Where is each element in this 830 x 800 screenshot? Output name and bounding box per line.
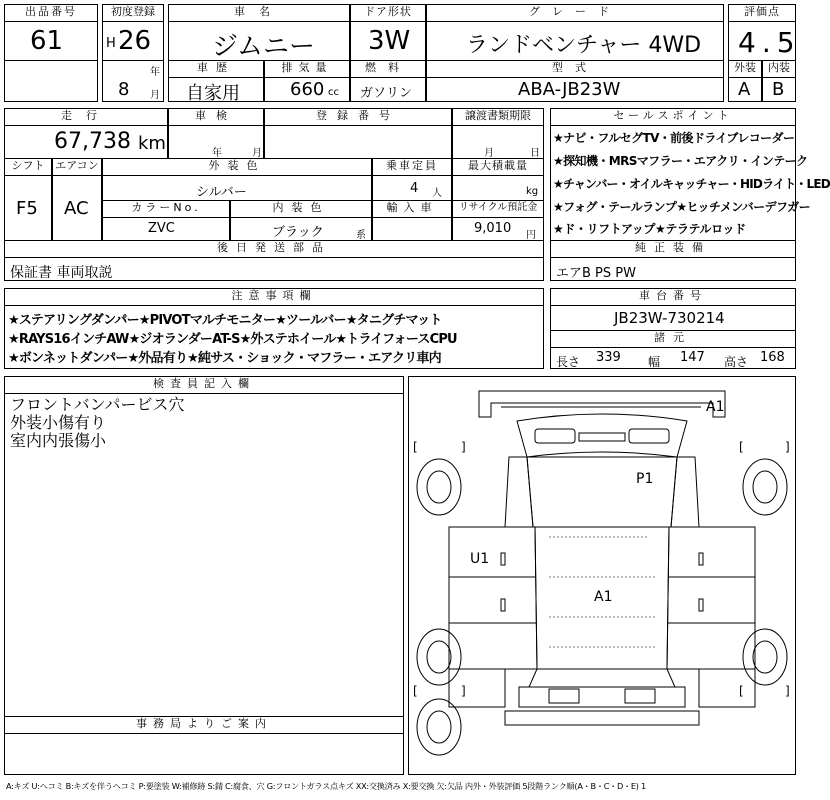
displacement-unit: cc: [328, 87, 339, 98]
svg-text:[: [: [413, 440, 418, 454]
inspection-label: 車検: [168, 108, 264, 126]
front-bumper: [479, 391, 725, 417]
import-label: 輸入車: [372, 200, 452, 218]
ac-label: エアコン: [52, 158, 102, 176]
wheel-front-left: [417, 459, 461, 515]
history-label: 車歴: [168, 60, 264, 78]
chassis-value: JB23W-730214: [614, 309, 725, 327]
recycle-unit: 円: [526, 230, 536, 241]
transfer-label: 譲渡書類期限: [452, 108, 544, 126]
lot-label: 出品番号: [4, 4, 98, 22]
reg-year: 26: [118, 26, 152, 56]
displacement-label: 排気量: [264, 60, 350, 78]
height-value: 168: [760, 350, 785, 365]
mileage-value: 67,738: [54, 129, 131, 154]
displacement-value: 660: [290, 79, 325, 100]
plate-label: 登録番号: [264, 108, 452, 126]
width-label: 幅: [648, 355, 661, 369]
capacity-value: 4: [410, 181, 419, 196]
wheel-rear-right: [743, 629, 787, 685]
ext-grade-label: 外装: [728, 60, 762, 78]
lot-divider: [4, 60, 98, 61]
length-value: 339: [596, 350, 621, 365]
notes-label: 注意事項欄: [4, 288, 544, 306]
inspection-month-unit: 月: [252, 148, 262, 159]
grade-label: グレード: [426, 4, 724, 22]
score-value: 4.5: [738, 26, 801, 59]
note-line: ★ステアリングダンパー★PIVOTマルチモニター★ツールバー★タニグチマット: [8, 313, 442, 328]
front-light-left: [535, 429, 575, 443]
capacity-label: 乗車定員: [372, 158, 452, 176]
sales-point-line: ★チャンバー・オイルキャッチャー・HIDライト・LED: [553, 177, 830, 191]
reg-month: 8: [118, 79, 130, 100]
grade-value: ランドベンチャー 4WD: [466, 33, 702, 58]
note-line: ★ボンネットダンパー★外品有り★純サス・ショック・マフラー・エアクリ車内: [8, 351, 441, 366]
wheel-front-right: [743, 459, 787, 515]
dims-label: 諸元: [550, 330, 796, 348]
inspector-line: 外装小傷有り: [10, 413, 107, 432]
color-code-label: カラーNo.: [102, 200, 230, 218]
inspection-year-unit: 年: [212, 148, 222, 159]
inspector-label: 検査員記入欄: [4, 376, 404, 394]
sales-points-label: セールスポイント: [550, 108, 796, 126]
color-label: 外装色: [102, 158, 372, 176]
equipment-value: エアB PS PW: [556, 266, 636, 281]
damage-mark: U1: [470, 551, 490, 567]
later-value: 保証書 車両取説: [10, 265, 113, 281]
chassis-label: 車台番号: [550, 288, 796, 306]
sales-point-line: ★フォグ・テールランプ★ヒッチメンバーデフガー: [553, 200, 811, 214]
sales-point-line: ★ナビ・フルセグTV・前後ドライブレコーダー: [553, 131, 795, 145]
svg-text:]: ]: [461, 684, 466, 698]
right-side: [667, 527, 755, 669]
svg-text:[: [: [739, 440, 744, 454]
recycle-value: 9,010: [474, 221, 512, 236]
office-label: 事務局よりご案内: [4, 716, 404, 734]
recycle-label: リサイクル預託金: [452, 200, 544, 218]
model-label: 型式: [426, 60, 724, 78]
car-name: ジムニー: [212, 32, 315, 62]
color-value: シルバー: [196, 185, 247, 200]
model-value: ABA-JB23W: [518, 79, 621, 100]
int-color-label: 内装色: [230, 200, 372, 218]
svg-text:]: ]: [461, 440, 466, 454]
length-label: 長さ: [556, 355, 581, 369]
door-label: ドア形状: [350, 4, 426, 22]
windshield: [527, 457, 677, 527]
fuel-value: ガソリン: [360, 86, 413, 101]
tailgate: [519, 687, 685, 707]
rear-window: [529, 669, 675, 687]
svg-text:[: [: [739, 684, 744, 698]
load-label: 最大積載量: [452, 158, 544, 176]
later-label: 後日発送部品: [4, 240, 544, 258]
damage-mark: P1: [636, 471, 654, 487]
capacity-unit: 人: [432, 188, 442, 199]
shift-label: シフト: [4, 158, 52, 176]
damage-mark: A1: [594, 589, 613, 605]
note-line: ★RAYS16インチAW★ジオランダーAT-S★外ステホイール★トライフォースCPU: [8, 332, 457, 347]
first-reg-label: 初度登録: [102, 4, 164, 22]
width-value: 147: [680, 350, 705, 365]
legend: A:キズ U:ヘコミ B:キズを伴うヘコミ P:要塗装 W:補修跡 S:錆 C:腐食、穴 G:フロントガラス点キズ XX:交換済み X:要交換 欠:欠品 内外・外装評価 5段階ランク順(A・B・C・D・E) 1: [6, 781, 646, 791]
svg-text:[: [: [413, 684, 418, 698]
svg-text:]: ]: [785, 440, 790, 454]
left-side: [449, 527, 537, 669]
int-color-value: ブラック: [272, 225, 324, 240]
door-value: 3W: [368, 26, 411, 56]
plate-cell: [264, 125, 452, 159]
score-label: 評価点: [728, 4, 796, 22]
inspector-line: 室内内張傷小: [10, 431, 107, 450]
wheel-rear-left: [417, 629, 461, 685]
lot-number: 61: [30, 26, 64, 56]
rear-bumper: [505, 711, 699, 725]
car-diagram-svg: [409, 377, 795, 774]
front-light-right: [629, 429, 669, 443]
transfer-month-unit: 月: [484, 148, 494, 159]
era: H: [106, 36, 116, 51]
reg-month-unit: 月: [150, 90, 160, 101]
damage-diagram: [408, 376, 796, 775]
load-unit: kg: [526, 186, 539, 197]
fuel-label: 燃料: [350, 60, 426, 78]
ac-value: AC: [64, 198, 89, 219]
color-code-value: ZVC: [148, 221, 175, 236]
transfer-day-unit: 日: [530, 148, 540, 159]
mileage-unit: km: [138, 133, 166, 154]
svg-text:]: ]: [785, 684, 790, 698]
ext-grade-value: A: [738, 79, 751, 100]
grille: [579, 433, 625, 441]
mileage-label: 走行: [4, 108, 168, 126]
height-label: 高さ: [724, 355, 749, 369]
history-value: 自家用: [186, 83, 240, 104]
office-cell: [4, 733, 404, 775]
inspector-line: フロントバンパービス穴: [10, 395, 185, 414]
shift-value: F5: [16, 198, 38, 219]
sales-point-line: ★ド・リフトアップ★テラテルロッド: [553, 222, 746, 236]
sales-point-line: ★探知機・MRSマフラー・エアクリ・インテーク: [553, 154, 808, 168]
hood: [517, 414, 687, 457]
name-label: 車名: [168, 4, 350, 22]
equipment-label: 純正装備: [550, 240, 796, 258]
int-color-suffix: 系: [356, 230, 366, 241]
int-grade-label: 内装: [762, 60, 796, 78]
damage-mark: A1: [706, 399, 725, 415]
reg-year-unit: 年: [150, 67, 160, 78]
int-grade-value: B: [772, 79, 785, 100]
import-cell: [372, 217, 452, 241]
